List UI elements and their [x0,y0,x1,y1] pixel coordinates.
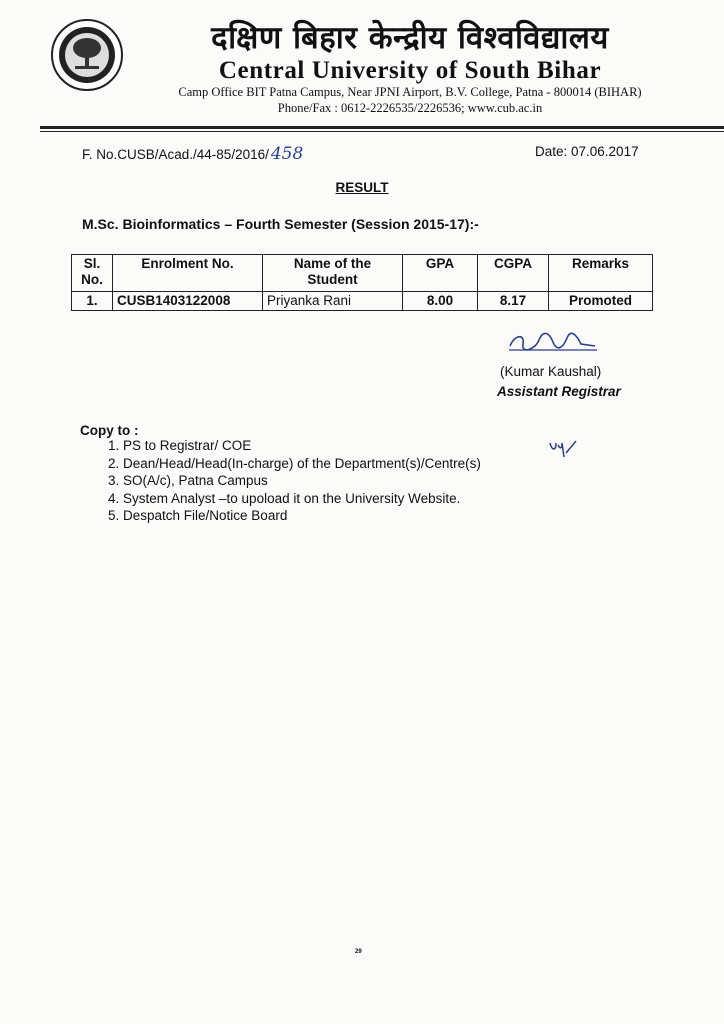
list-item: 3. SO(A/c), Patna Campus [123,472,481,490]
header-sl-line1: Sl. [83,256,101,271]
header-remarks: Remarks [549,255,653,292]
table-header-row [72,255,653,292]
address-line: Camp Office BIT Patna Campus, Near JPNI Airport, B.V. College, Patna - 800014 (BIHAR) [178,85,642,99]
university-english-name: Central University of South Bihar [218,57,602,84]
handwritten-signature [505,328,600,356]
copy-to-label: Copy to : [80,423,139,438]
header-student-name [263,255,403,292]
table-row [72,292,653,311]
course-heading: M.Sc. Bioinformatics – Fourth Semester (Session 2015-17):- [82,216,479,232]
file-number [82,144,303,164]
file-number-text: F. No.CUSB/Acad./44-85/2016/ [82,147,269,162]
cell-remarks: Promoted [549,292,653,311]
document-title-text: RESULT [335,180,389,195]
header-enrolment: Enrolment No. [113,255,263,292]
cell-enrolment: CUSB1403122008 [113,292,263,311]
list-item: 1. PS to Registrar/ COE [123,437,481,455]
contact-line: Phone/Fax : 0612-2226535/2226536; www.cub.ac.in [277,101,543,115]
header-sl-line2: No. [81,272,103,287]
header-divider-thick [40,126,724,129]
cell-student-name: Priyanka Rani [263,292,403,311]
cell-cgpa: 8.17 [478,292,549,311]
page-number: 29 [355,949,362,955]
signatory-name: (Kumar Kaushal) [500,364,602,379]
university-seal-logo [50,18,124,92]
list-item: 2. Dean/Head/Head(In-charge) of the Department(s)/Centre(s) [123,455,481,473]
header-name-line2: Student [307,272,358,287]
header-name-line1: Name of the [293,256,372,271]
list-item: 5. Despatch File/Notice Board [123,507,481,525]
university-hindi-name: दक्षिण बिहार केन्द्रीय विश्वविद्यालय [211,20,609,56]
list-item: 4. System Analyst –to upoload it on the University Website. [123,490,481,508]
handwritten-initials [548,437,578,461]
cell-gpa: 8.00 [403,292,478,311]
copy-to-list [103,437,481,525]
signatory-designation: Assistant Registrar [497,384,621,399]
header-divider-thin [40,131,724,132]
header-cgpa: CGPA [478,255,549,292]
result-table [71,254,653,311]
document-title [0,180,724,195]
header-sl-no [72,255,113,292]
cell-sl: 1. [72,292,113,311]
document-date: Date: 07.06.2017 [535,144,639,159]
file-number-handwritten: 458 [270,144,304,164]
header-gpa: GPA [403,255,478,292]
